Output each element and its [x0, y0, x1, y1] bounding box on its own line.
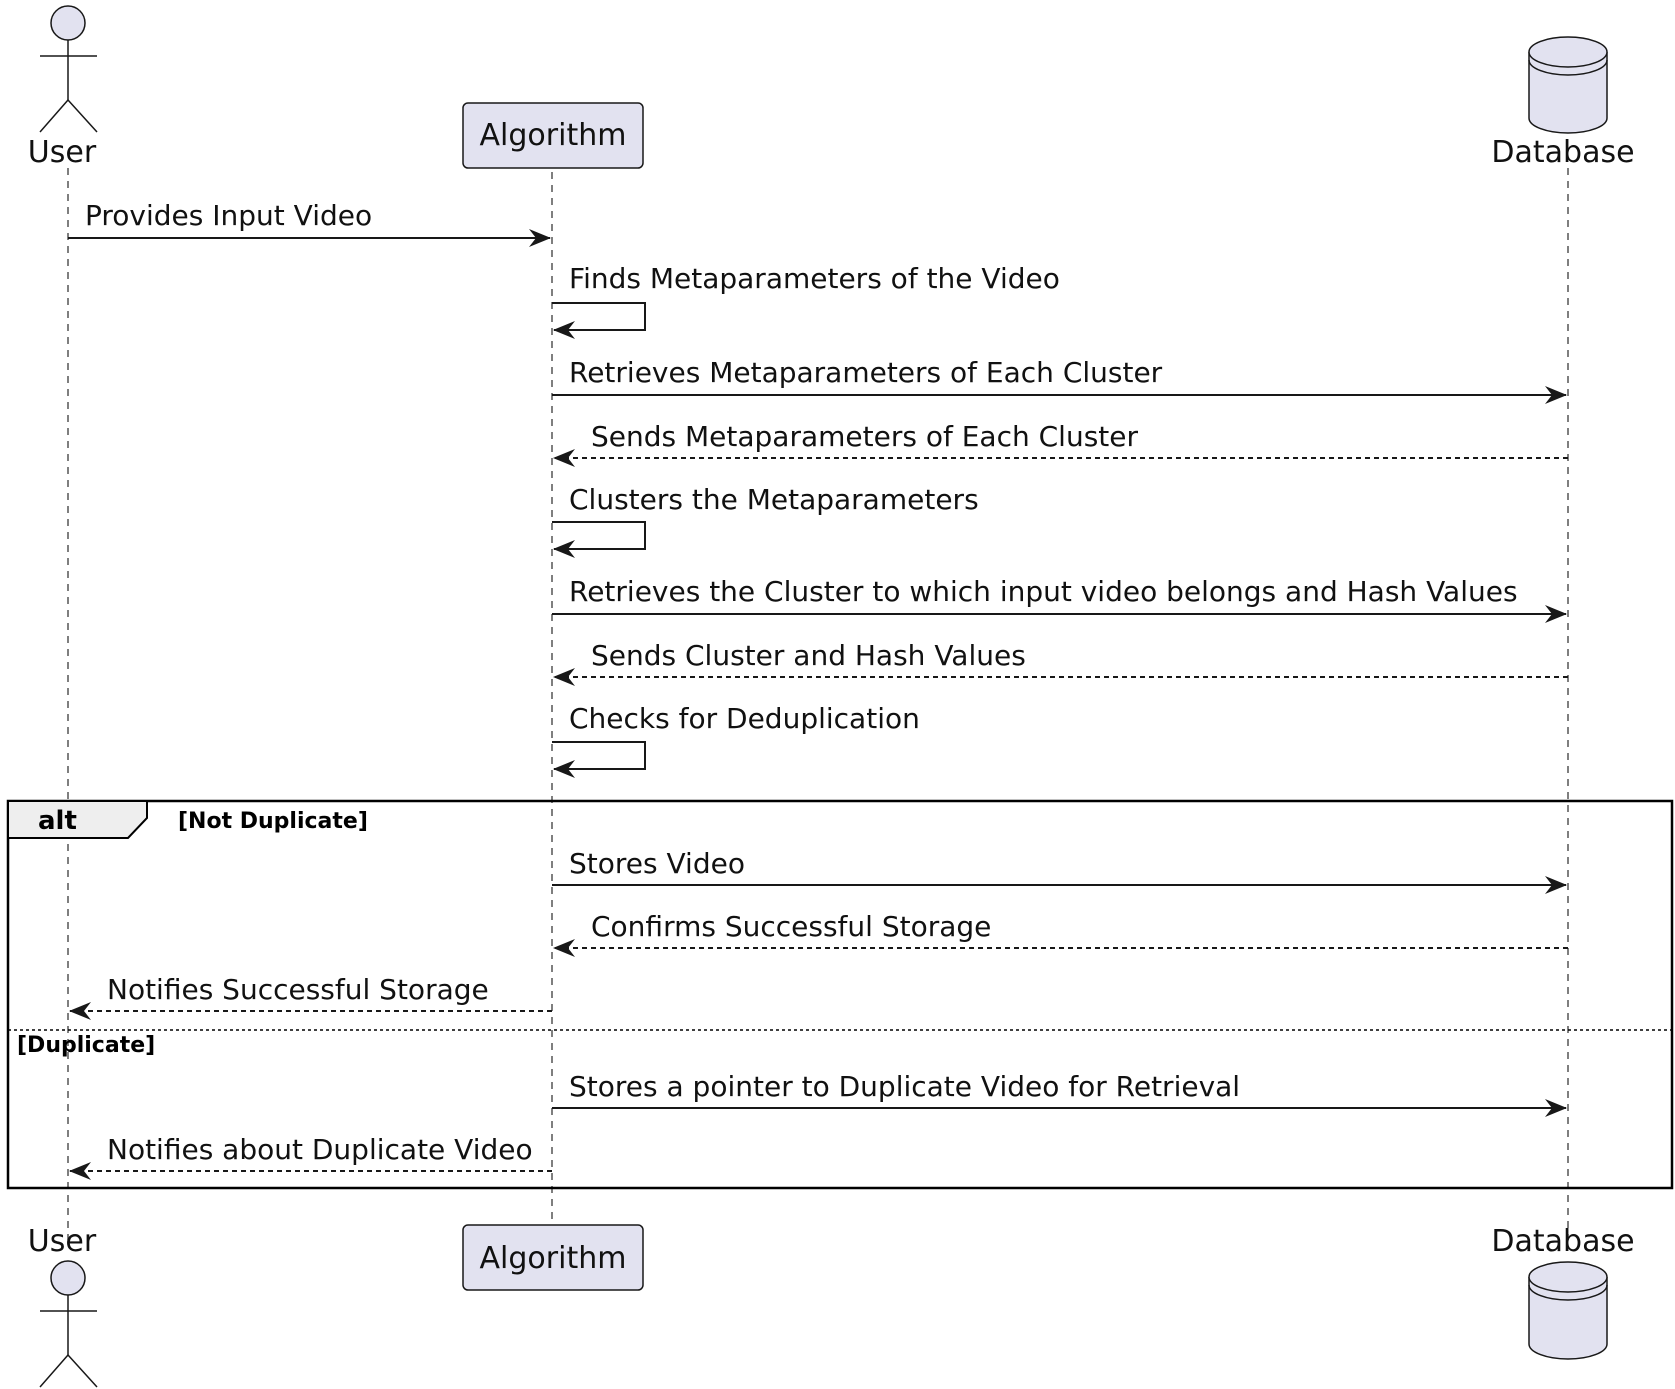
message-label: Sends Cluster and Hash Values: [591, 639, 1026, 672]
message-label: Provides Input Video: [85, 199, 373, 232]
message-2-self: [552, 262, 1060, 330]
message-label: Confirms Successful Storage: [591, 910, 992, 943]
message-1: [68, 199, 550, 238]
participant-label-algorithm: Algorithm: [479, 1241, 627, 1276]
actor-user-top: [28, 6, 97, 170]
actor-icon: [40, 6, 97, 132]
alt-tab: [8, 801, 147, 838]
actor-icon: [40, 1261, 97, 1387]
message-label: Stores a pointer to Duplicate Video for Retrieval: [569, 1070, 1241, 1103]
participant-database-bottom: [1491, 1224, 1634, 1359]
message-label: Retrieves Metaparameters of Each Cluster: [569, 356, 1163, 389]
participant-label-user: User: [27, 135, 97, 170]
alt-keyword: alt: [38, 806, 77, 836]
message-label: Stores Video: [569, 847, 745, 880]
message-label: Notifies Successful Storage: [107, 973, 489, 1006]
message-7-return: [554, 639, 1568, 677]
participant-label-algorithm: Algorithm: [479, 118, 627, 153]
participant-algorithm-bottom: [463, 1225, 643, 1290]
participant-label-database: Database: [1491, 1224, 1635, 1259]
message-9: [552, 847, 1566, 885]
message-13-return: [70, 1133, 552, 1171]
alt-guard-not-duplicate: [Not Duplicate]: [178, 809, 368, 834]
message-label: Retrieves the Cluster to which input video belongs and Hash Values: [569, 575, 1518, 608]
message-8-self: [552, 702, 920, 769]
message-label: Checks for Deduplication: [569, 702, 920, 735]
message-3: [552, 356, 1566, 395]
participant-label-database: Database: [1491, 135, 1635, 170]
database-icon: [1529, 37, 1607, 133]
message-5-self: [552, 483, 979, 549]
message-11-return: [70, 973, 552, 1011]
message-6: [552, 575, 1566, 614]
message-label: Notifies about Duplicate Video: [107, 1133, 533, 1166]
message-10-return: [554, 910, 1568, 948]
actor-user-bottom: [28, 1224, 97, 1387]
alt-guard-duplicate: [Duplicate]: [17, 1033, 156, 1058]
participant-database-top: [1491, 37, 1634, 170]
message-label: Sends Metaparameters of Each Cluster: [591, 420, 1138, 453]
participant-label-user: User: [27, 1224, 97, 1259]
message-4-return: [554, 420, 1568, 458]
message-12: [552, 1070, 1566, 1108]
participant-algorithm-top: [463, 103, 643, 168]
database-icon: [1529, 1262, 1607, 1359]
message-label: Finds Metaparameters of the Video: [569, 262, 1060, 295]
message-label: Clusters the Metaparameters: [569, 483, 979, 516]
